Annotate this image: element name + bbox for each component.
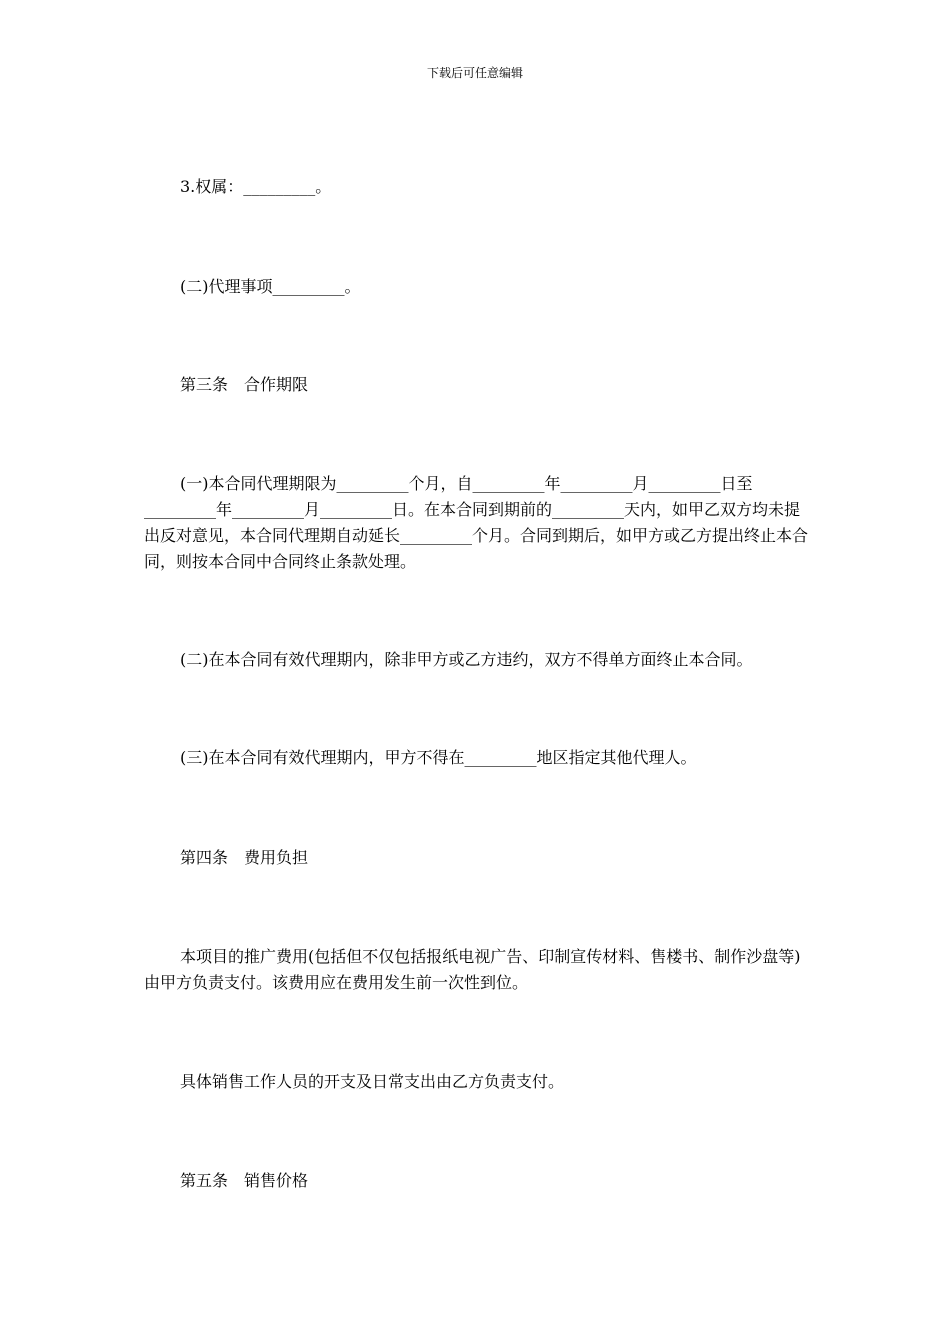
paragraph-no-termination: (二)在本合同有效代理期内，除非甲方或乙方违约，双方不得单方面终止本合同。 — [180, 650, 753, 669]
paragraph-ownership: 3.权属：_________。 — [180, 177, 332, 196]
page-header: 下载后可任意编辑 — [426, 66, 523, 80]
paragraph-exclusive-agent: (三)在本合同有效代理期内，甲方不得在_________地区指定其他代理人。 — [180, 748, 697, 767]
paragraph-agency-matters: (二)代理事项_________。 — [180, 277, 361, 296]
paragraph-promotion-costs: 本项目的推广费用(包括但不仅包括报纸电视广告、印制宣传材料、售楼书、制作沙盘等)由甲方负责支付。该费用应在费用发生前一次性到位。 — [144, 947, 801, 992]
article-4-heading: 第四条 费用负担 — [180, 848, 309, 867]
paragraph-staff-costs: 具体销售工作人员的开支及日常支出由乙方负责支付。 — [180, 1072, 565, 1091]
article-3-heading: 第三条 合作期限 — [180, 375, 309, 394]
paragraph-agency-term: (一)本合同代理期限为_________个月，自_________年_________月_________日至_________年_________月_________日。在本合同到期前的_________天内，如甲乙双方均未提出反对意见，本合同代理期自动延长_________个月。合同到期后，如甲方或乙方提出终止本合同，则按本合同中合同终止条款处理。 — [144, 474, 809, 571]
article-5-heading: 第五条 销售价格 — [180, 1171, 309, 1190]
